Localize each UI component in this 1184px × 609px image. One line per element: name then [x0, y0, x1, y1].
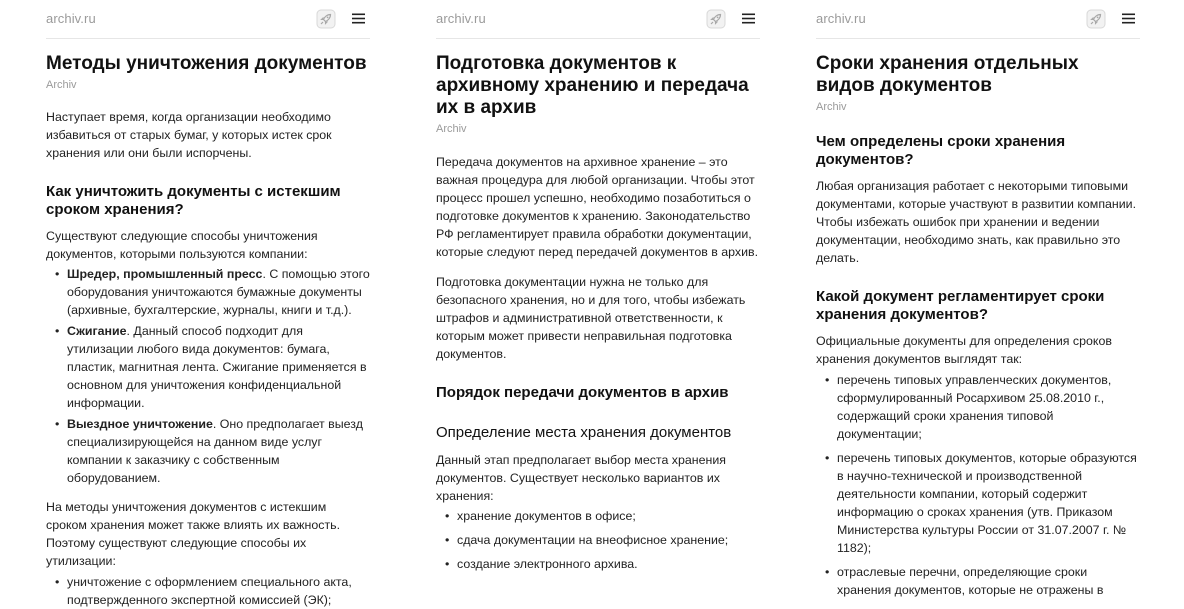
list-item: • сдача документации на внеофисное хранение;	[436, 531, 760, 549]
disposal-list	[46, 573, 370, 609]
section-heading: Как уничтожить документы с истекшим сроком хранения?	[46, 183, 341, 218]
top-bar	[816, 0, 1140, 39]
rocket-icon[interactable]	[1086, 9, 1106, 29]
paragraph: Существуют следующие способы уничтожения документов, которыми пользуются компании:	[46, 229, 318, 261]
list-item: • создание электронного архива.	[436, 555, 760, 573]
list-item: • перечень типовых управленческих документов, сформулированный Росархивом 25.08.2010 г., содержащий сроки хранения типовой документации;	[816, 371, 1140, 443]
list-item	[46, 415, 370, 487]
list-item-text: . С помощью этого оборудования уничтожаются бумажные документы (архивные, бухгалтерские, журналы, книги и т.д.).	[67, 267, 370, 317]
article-panel-2	[436, 0, 760, 599]
site-logo-link[interactable]: archiv.ru	[436, 11, 486, 26]
article-author[interactable]: Archiv	[436, 123, 467, 135]
paragraph: Официальные документы для определения сроков хранения документов выглядят так:	[816, 334, 1112, 366]
intro-paragraph: Наступает время, когда организации необходимо избавиться от старых бумаг, у которых истек срок хранения или они были испорчены.	[46, 110, 332, 160]
article-title: Подготовка документов к архивному хранению и передача их в архив	[436, 53, 749, 118]
site-logo-link[interactable]: archiv.ru	[46, 11, 96, 26]
top-bar	[436, 0, 760, 39]
article-panel-1	[46, 0, 370, 607]
section-heading: Порядок передачи документов в архив	[436, 384, 729, 401]
site-logo-link[interactable]: archiv.ru	[816, 11, 866, 26]
section-heading: Какой документ регламентирует сроки хранения документов?	[816, 288, 1105, 323]
list-item-term: Выездное уничтожение	[67, 417, 213, 431]
regulations-list	[816, 371, 1140, 599]
paragraph: На методы уничтожения документов с истекшим сроком хранения может также влиять их важность. Поэтому существуют следующие способы их утилизации:	[46, 500, 341, 568]
methods-list	[46, 265, 370, 487]
list-item-text: . Оно предполагает выезд специализирующейся на данном виде услуг компании к заказчику с собственным оборудованием.	[67, 417, 363, 485]
list-item	[46, 265, 370, 319]
paragraph: Данный этап предполагает выбор места хранения документов. Существует несколько вариантов их хранения:	[436, 453, 726, 503]
list-item	[46, 322, 370, 412]
paragraph: Любая организация работает с некоторыми типовыми документами, которые участвуют в развитии компании. Чтобы избежать ошибок при хранении и ведении документации, необходимо знать, как правильно это делать.	[816, 179, 1137, 265]
storage-options-list	[436, 507, 760, 573]
list-item: • уничтожение с оформлением специального акта, подтвержденного экспертной комиссией (ЭК);	[46, 573, 370, 609]
list-item-term: Сжигание	[67, 324, 127, 338]
list-item: • перечень типовых документов, которые образуются в научно-технической и производственной деятельности компании, который содержит информацию о сроках хранения (утв. Приказом Министерства культуры России от 31.07.2007 г. № 1182);	[816, 449, 1140, 557]
article-title: Сроки хранения отдельных видов документов	[816, 53, 1079, 96]
rocket-icon[interactable]	[316, 9, 336, 29]
article-panel-3	[816, 0, 1140, 599]
section-heading: Чем определены сроки хранения документов?	[816, 133, 1066, 168]
list-item: • отраслевые перечни, определяющие сроки хранения документов, которые не отражены в	[816, 563, 1140, 599]
rocket-icon[interactable]	[706, 9, 726, 29]
list-item: • хранение документов в офисе;	[436, 507, 760, 525]
article-title: Методы уничтожения документов	[46, 53, 367, 74]
article-author[interactable]: Archiv	[816, 101, 847, 113]
menu-icon[interactable]	[1122, 13, 1135, 24]
paragraph: Подготовка документации нужна не только для безопасного хранения, но и для того, чтобы избежать штрафов и административной ответственности, к которым может привести неправильная подготовка документов.	[436, 275, 746, 361]
paragraph: Передача документов на архивное хранение – это важная процедура для любой организации. Чтобы этот процесс прошел успешно, необходимо позаботиться о подготовке документов к хранению. Законодательство РФ регламентирует правила обработки документации, которые следуют перед передачей документов в архив.	[436, 155, 759, 259]
menu-icon[interactable]	[742, 13, 755, 24]
list-item-term: Шредер, промышленный пресс	[67, 267, 263, 281]
article-author[interactable]: Archiv	[46, 79, 77, 91]
menu-icon[interactable]	[352, 13, 365, 24]
list-item-text: . Данный способ подходит для утилизации любого вида документов: бумага, пластик, магнитная лента. Сжигание применяется в основном для уничтожения конфиденциальной информации.	[67, 324, 367, 410]
top-bar	[46, 0, 370, 39]
subsection-heading: Определение места хранения документов	[436, 424, 732, 441]
